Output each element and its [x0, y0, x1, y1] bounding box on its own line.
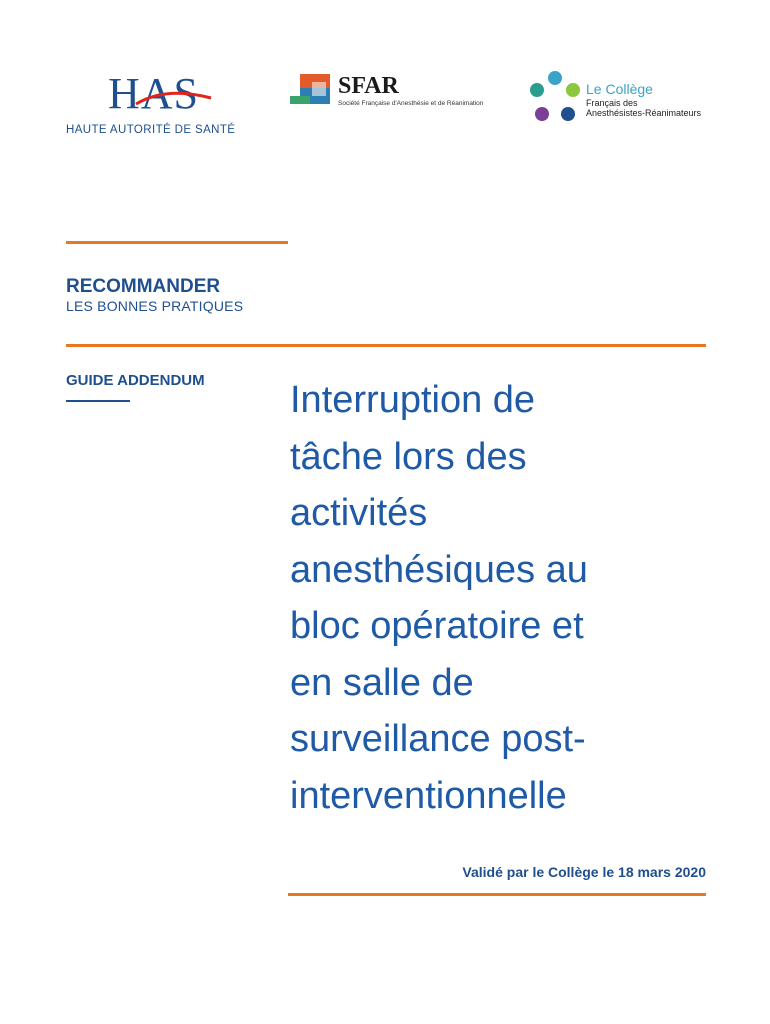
- footer-rule: [288, 893, 706, 896]
- section-title: RECOMMANDER: [66, 276, 221, 297]
- header-divider-rule: [66, 344, 706, 347]
- title-line: Interruption de: [290, 379, 536, 421]
- title-line: tâche lors des: [290, 435, 527, 478]
- has-logo-mark: HAS: [108, 69, 200, 118]
- header-top-rule: [66, 241, 288, 244]
- title-line: en salle de: [290, 661, 474, 704]
- has-swoosh-icon: [106, 76, 216, 116]
- college-logo-line2: Français des: [586, 98, 638, 108]
- section-subtitle: LES BONNES PRATIQUES: [66, 298, 244, 314]
- college-logo-line1: Le Collège: [586, 81, 653, 97]
- validation-date: Validé par le Collège le 18 mars 2020: [462, 864, 706, 880]
- title-line: bloc opératoire et: [290, 605, 584, 647]
- sfar-emblem-icon: [290, 74, 334, 110]
- sfar-logo: [290, 74, 500, 114]
- title-line: activités: [290, 492, 428, 534]
- title-line: interventionnelle: [290, 774, 567, 817]
- sfar-logo-subtitle: Société Française d'Anesthésie et de Réanimation: [338, 100, 484, 107]
- college-logo: [528, 70, 728, 130]
- has-logo-subtitle: HAUTE AUTORITÉ DE SANTÉ: [66, 124, 236, 136]
- title-line: anesthésiques au: [290, 548, 588, 591]
- sfar-logo-name: SFAR: [338, 73, 399, 99]
- college-emblem-icon: [528, 70, 582, 126]
- title-line: surveillance post-: [290, 718, 586, 760]
- guide-label-underline: [66, 400, 130, 402]
- document-title: [290, 372, 730, 824]
- college-logo-line3: Anesthésistes-Réanimateurs: [586, 108, 702, 118]
- guide-label: GUIDE ADDENDUM: [66, 372, 205, 389]
- has-logo: [66, 69, 266, 142]
